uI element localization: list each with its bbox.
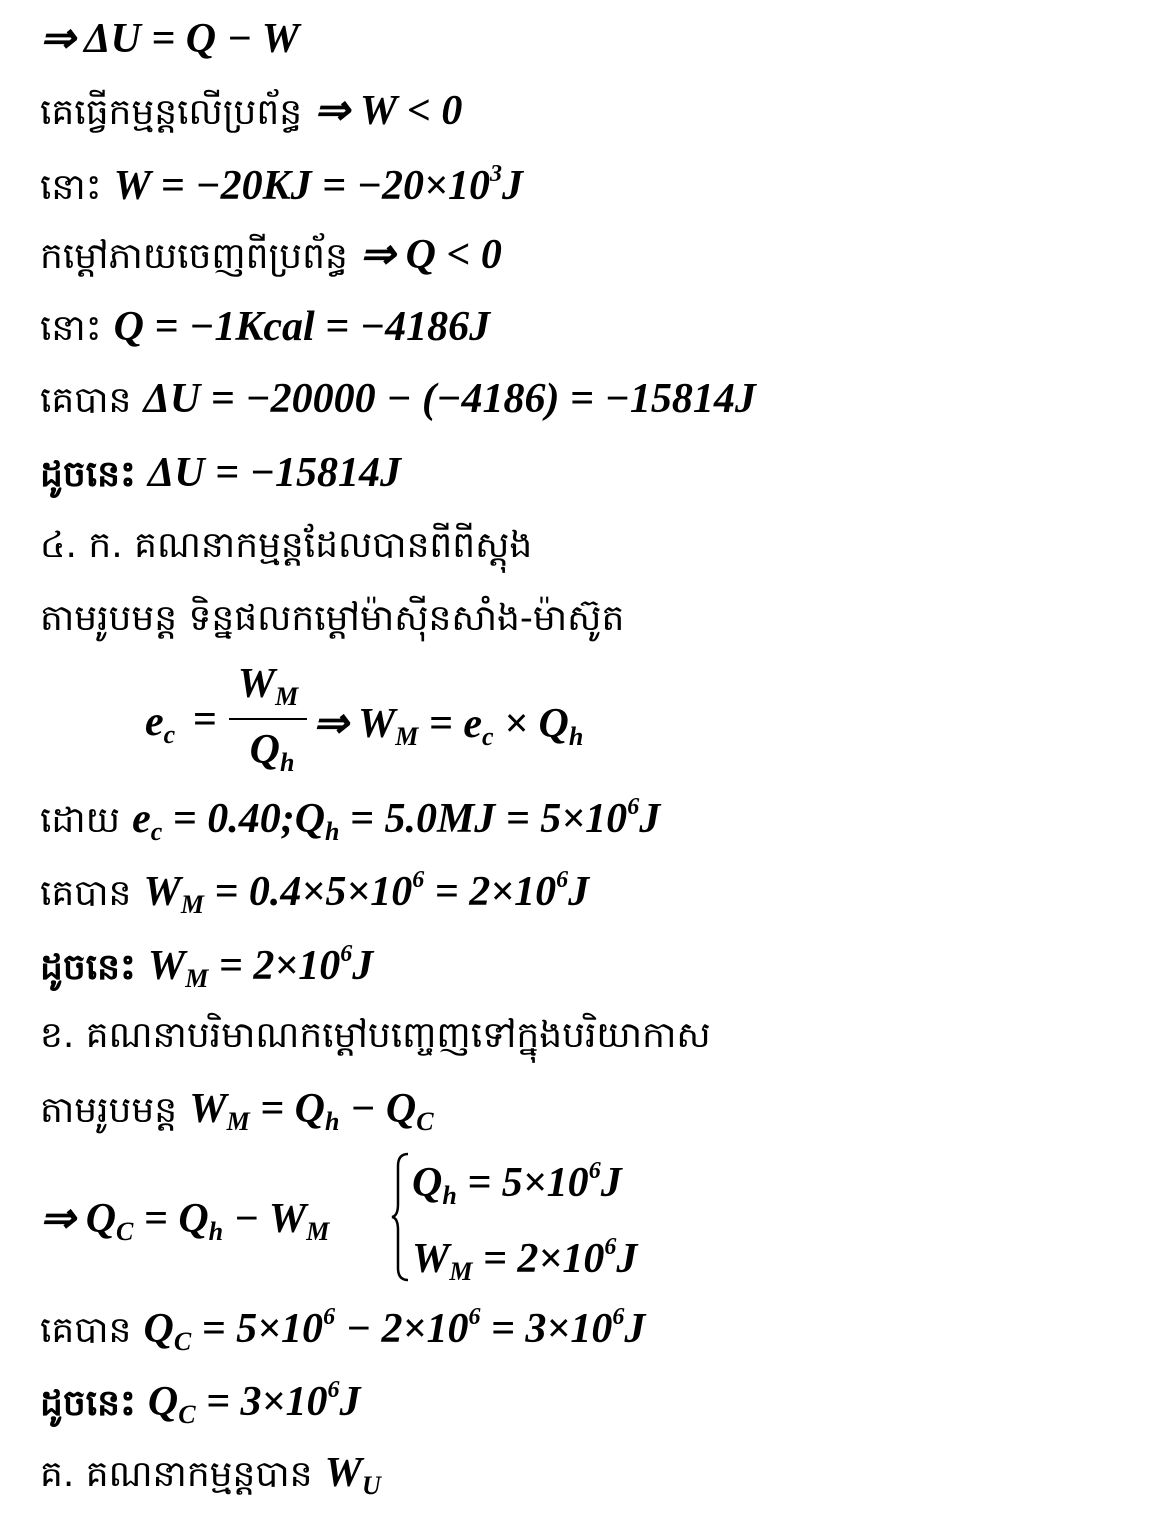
line-heat-released bbox=[40, 234, 502, 276]
khmer-text: គេបាន bbox=[40, 873, 132, 914]
math-expression: $W_U$ bbox=[324, 1450, 381, 1500]
fraction-numerator: $W_M$ bbox=[237, 661, 299, 711]
fraction-denominator: $Q_h$ bbox=[249, 727, 295, 777]
equals-sign: = bbox=[193, 697, 217, 743]
line-section-c-heading bbox=[40, 1452, 381, 1499]
math-expression: $Q_C = 5\times 10^6 - 2\times 10^6 = 3\times 10^6J$ bbox=[143, 1304, 646, 1356]
line-work-value bbox=[40, 162, 523, 207]
math-expression: ⇒ ΔU = Q − W bbox=[40, 16, 300, 62]
line-qc-formula bbox=[40, 1198, 329, 1245]
line-wm-result bbox=[40, 942, 373, 992]
math-expression: $Q_C = 3\times 10^6J$ bbox=[147, 1377, 361, 1429]
khmer-text: គេធ្វើកម្មន្តលើប្រព័ន្ធ bbox=[40, 92, 303, 133]
system-equation-wm: $W_M = 2\times 10^6J$ bbox=[412, 1234, 638, 1286]
khmer-text: តាមរូបមន្ត ទិន្នផលកម្តៅម៉ាស៊ីនសាំង-ម៉ាស៊ូត bbox=[40, 598, 625, 639]
math-expression: $W_M = Q_h - Q_C$ bbox=[189, 1086, 434, 1136]
fraction-lhs: $e_c$ bbox=[145, 699, 176, 749]
math-expression: $W_M = 0.4\times 5\times 10^6 = 2\times 10^6J$ bbox=[143, 867, 590, 919]
line-work-on-system bbox=[40, 90, 462, 132]
fraction-bar bbox=[229, 718, 307, 720]
khmer-text: ដោយ bbox=[40, 800, 120, 841]
fraction-rhs: ⇒ $W_M = e_c \times Q_h$ bbox=[313, 701, 584, 751]
khmer-text: កម្តៅភាយចេញពីប្រព័ន្ធ bbox=[40, 236, 348, 277]
line-heat-value bbox=[40, 306, 490, 348]
line-energy-balance-formula bbox=[40, 1088, 434, 1135]
khmer-text: គេបាន bbox=[40, 1310, 132, 1351]
khmer-text: ៤. ក. គណនាកម្មន្តដែលបានពីពីស្តុង bbox=[40, 525, 533, 566]
line-efficiency-formula-intro bbox=[40, 598, 624, 637]
line-qc-calc bbox=[40, 1305, 645, 1355]
line-delta-u-result bbox=[40, 452, 401, 494]
math-expression: ⇒ Q < 0 bbox=[359, 232, 502, 278]
khmer-text: គេបាន bbox=[40, 380, 132, 421]
math-expression: Q = −1Kcal = −4186J bbox=[113, 304, 491, 350]
khmer-text-bold: ដូចនេះ bbox=[40, 454, 136, 495]
line-wm-calc bbox=[40, 868, 589, 918]
math-expression: ΔU = −15814J bbox=[147, 450, 401, 496]
math-expression: ⇒ W < 0 bbox=[314, 88, 463, 134]
system-equation-qh: $Q_h = 5\times 10^6J$ bbox=[412, 1158, 622, 1210]
khmer-text: គ. គណនាកម្មន្តបាន bbox=[40, 1454, 313, 1495]
khmer-text: នោះ bbox=[40, 167, 102, 208]
line-delta-u-formula bbox=[40, 18, 299, 60]
khmer-text-bold: ដូចនេះ bbox=[40, 1383, 136, 1424]
line-qc-result bbox=[40, 1378, 360, 1428]
math-expression: $e_c$ = $0.40;Q_h = 5.0MJ = 5\times 10^6J$ bbox=[132, 794, 661, 846]
left-brace bbox=[390, 1152, 410, 1282]
khmer-text: តាមរូបមន្ត bbox=[40, 1090, 178, 1131]
math-expression: $W_M = 2\times 10^6J$ bbox=[147, 941, 374, 993]
math-expression: $W = -20KJ = -20\times 10^3J$ bbox=[113, 161, 523, 209]
line-given-values bbox=[40, 795, 660, 845]
line-delta-u-calc bbox=[40, 378, 756, 420]
math-expression: ⇒ $Q_C = Q_h - W_M$ bbox=[40, 1196, 330, 1246]
khmer-text: នោះ bbox=[40, 308, 102, 349]
line-section-b-heading bbox=[40, 1015, 711, 1054]
efficiency-fraction-formula bbox=[145, 660, 625, 775]
math-expression: ΔU = −20000 − (−4186) = −15814J bbox=[143, 376, 756, 422]
khmer-text-bold: ដូចនេះ bbox=[40, 947, 136, 988]
khmer-text: ខ. គណនាបរិមាណកម្តៅបញ្ចេញទៅក្នុងបរិយាកាស bbox=[40, 1015, 711, 1056]
line-section-4a-heading bbox=[40, 525, 532, 564]
